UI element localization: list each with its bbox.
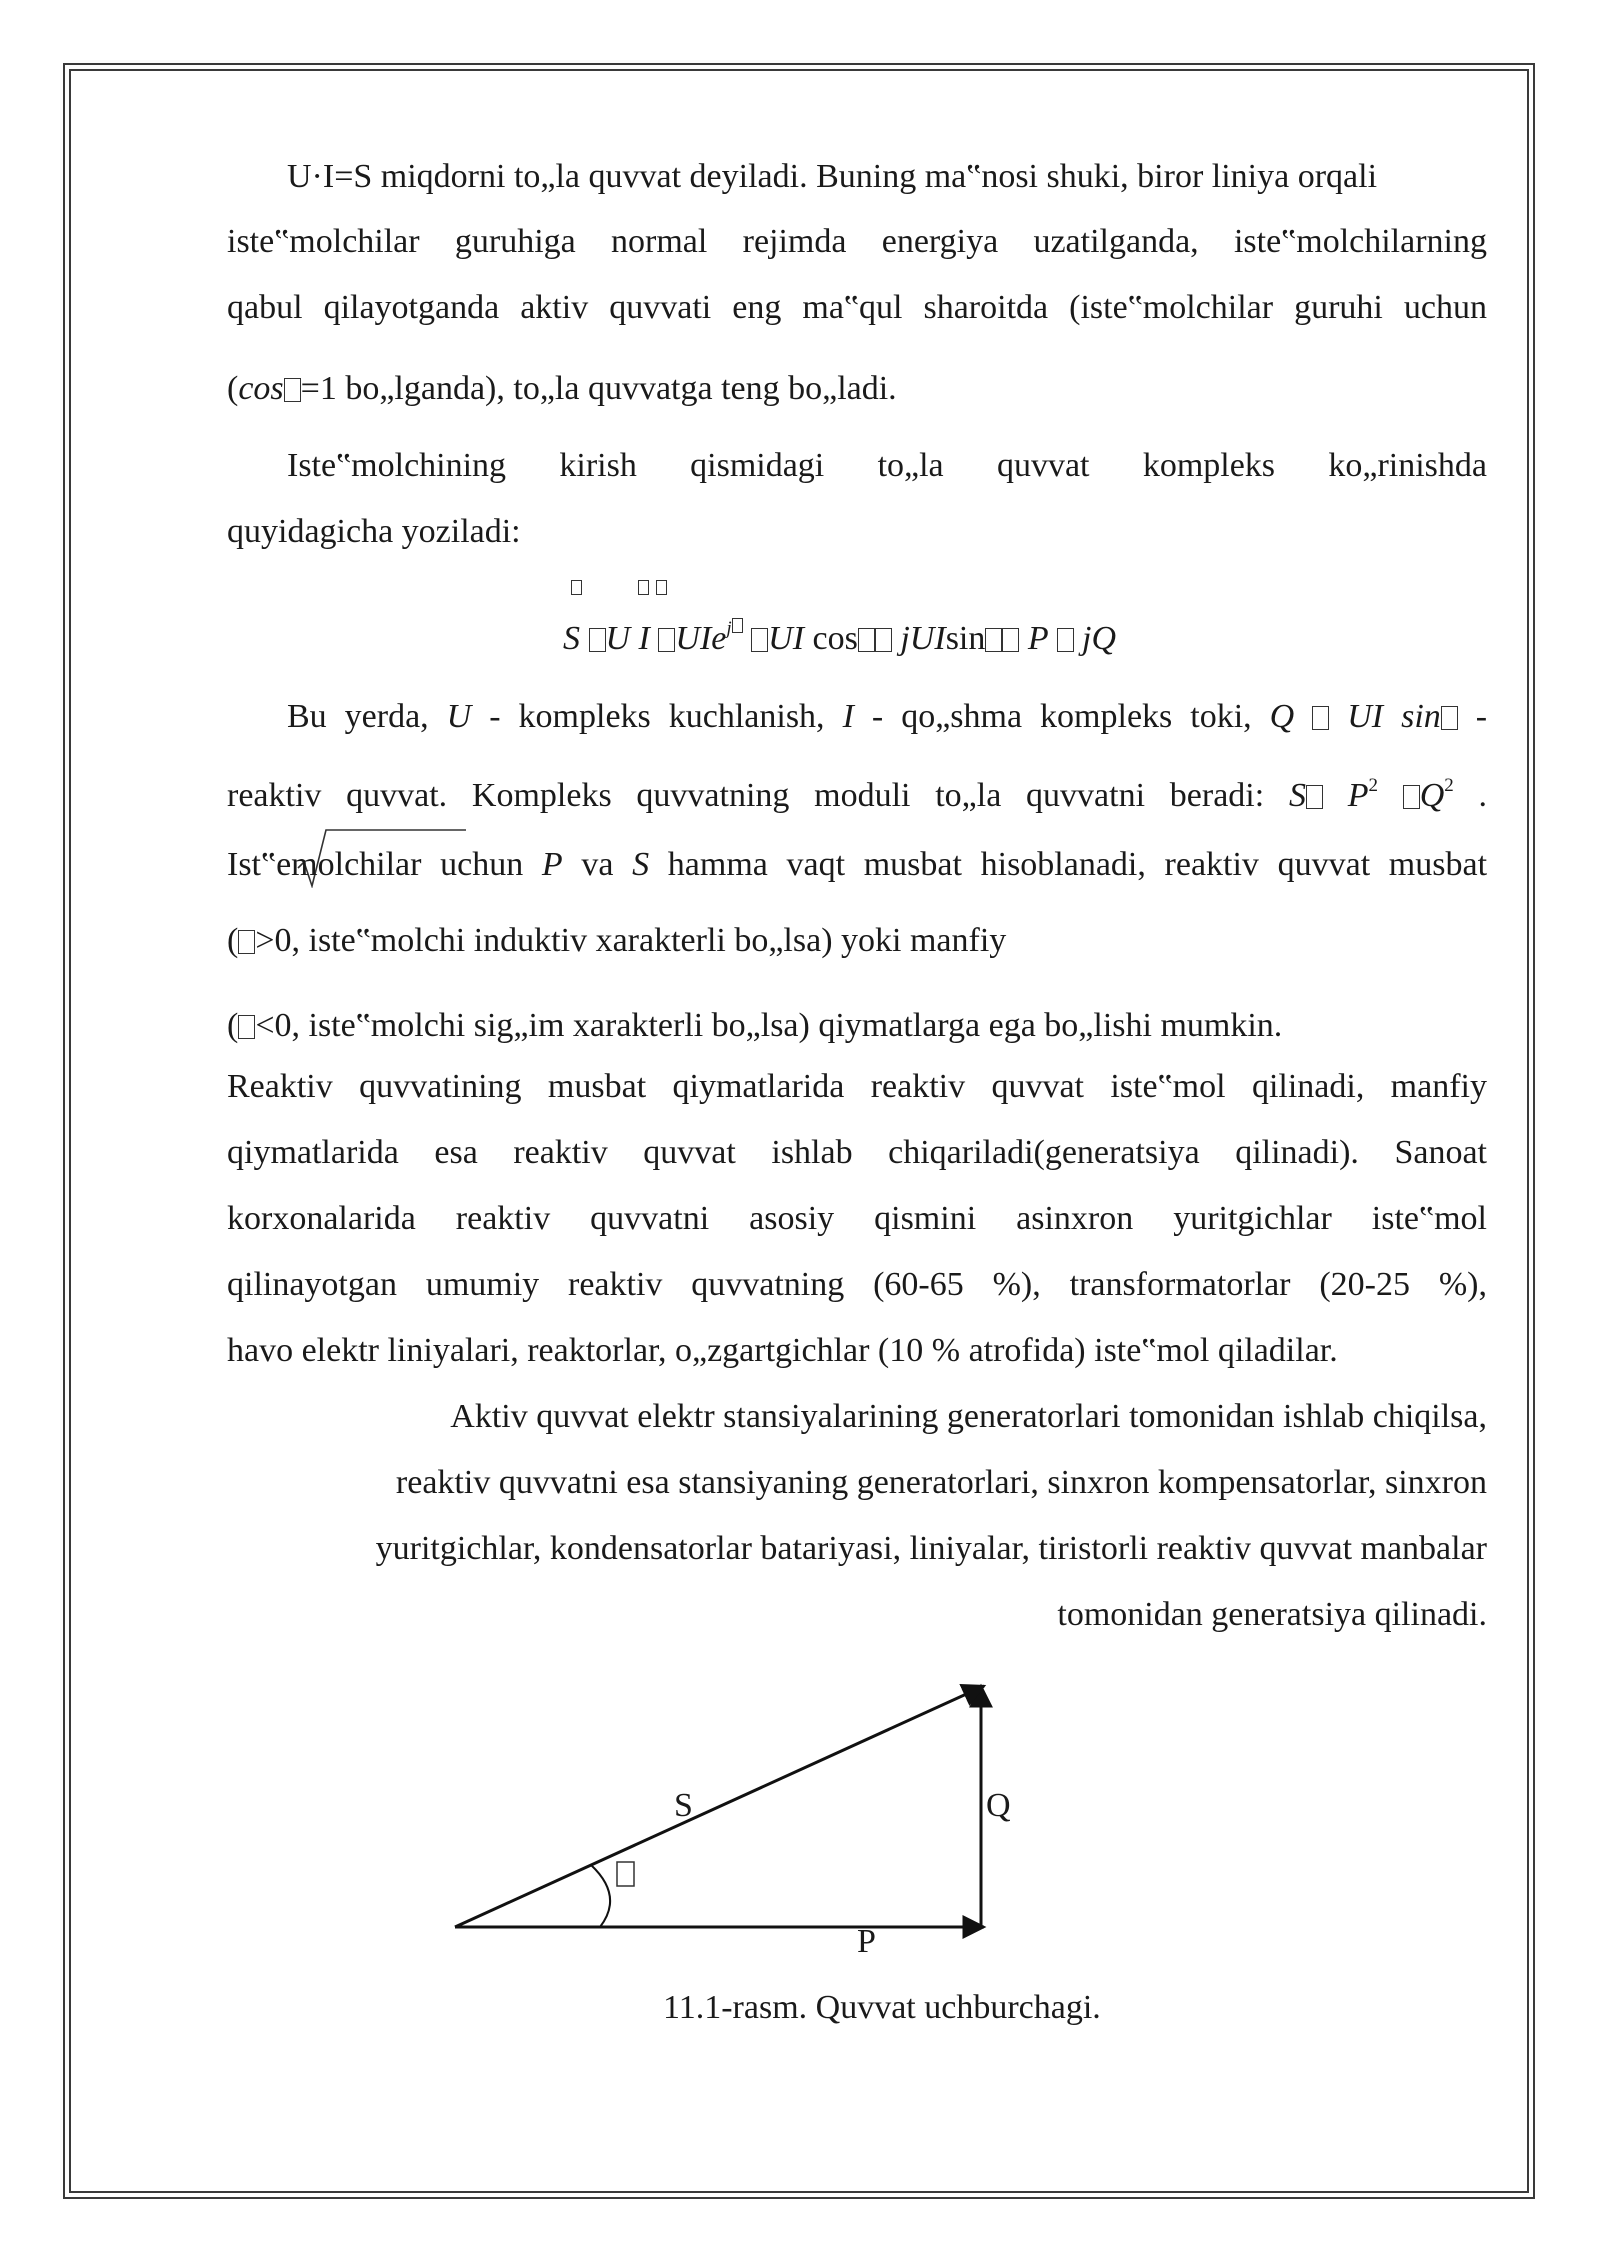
para3-line1: Bu yerda, U - kompleks kuchlanish, I - qo„shma kompleks toki, Q UI sin - (287, 698, 1488, 735)
para4-line2: qiymatlarida esa reaktiv quvvat ishlab chiqariladi(generatsiya qilinadi). Sanoat (227, 1134, 1487, 1171)
para1-line4: (cos =1 bo„lganda), to„la quvvatga teng bo„ladi. (227, 370, 897, 407)
phi-glyph (617, 1862, 634, 1886)
figure-caption: 11.1-rasm. Quvvat uchburchagi. (663, 1989, 1101, 2026)
label-p: P (857, 1923, 876, 1960)
vector-s (455, 1686, 984, 1927)
label-s: S (674, 1787, 693, 1824)
para4-line5: havo elektr liniyalari, reaktorlar, o„zgartgichlar (10 % atrofida) iste‟mol qiladilar. (227, 1332, 1338, 1369)
complex-power-formula: S U I UIe$^j$ UI cos jUIsin P jQ (563, 618, 1117, 657)
angle-arc (591, 1865, 610, 1927)
para3-line3: Ist‟emolchilar uchun P va S hamma vaqt musbat hisoblanadi, reaktiv quvvat musbat (227, 846, 1488, 883)
para1-line1: U·I=S miqdorni to„la quvvat deyiladi. Buning ma‟nosi shuki, biror liniya orqali (287, 158, 1378, 195)
para3-line5: ( <0, iste‟molchi sig„im xarakterli bo„lsa) qiymatlarga ega bo„lishi mumkin. (227, 1007, 1283, 1044)
para4-line4: qilinayotgan umumiy reaktiv quvvatning (60-65 %), transformatorlar (20-25 %), (227, 1266, 1487, 1303)
para5-line4: tomonidan generatsiya qilinadi. (1057, 1596, 1487, 1633)
para1-line3: qabul qilayotganda aktiv quvvati eng ma‟qul sharoitda (iste‟molchilar guruhi uchun (227, 289, 1487, 326)
para4-line1: Reaktiv quvvatining musbat qiymatlarida reaktiv quvvat iste‟mol qilinadi, manfiy (227, 1068, 1487, 1105)
para5-line3: yuritgichlar, kondensatorlar batariyasi, liniyalar, tiristorli reaktiv quvvat manbalar (375, 1530, 1487, 1567)
para2-line2: quyidagicha yoziladi: (227, 513, 521, 550)
para2-line1: Iste‟molchining kirish qismidagi to„la quvvat kompleks ko„rinishda (287, 447, 1487, 484)
label-q: Q (986, 1787, 1011, 1824)
para3-line4: ( >0, iste‟molchi induktiv xarakterli bo„lsa) yoki manfiy (227, 922, 1007, 959)
para3-line2: reaktiv quvvat. Kompleks quvvatning moduli to„la quvvatni beradi: S $P^2$ $Q^2$ . (227, 775, 1488, 814)
para5-line2: reaktiv quvvatni esa stansiyaning generatorlari, sinxron kompensatorlar, sinxron (395, 1464, 1487, 1501)
para5-line1: Aktiv quvvat elektr stansiyalarining generatorlari tomonidan ishlab chiqilsa, (450, 1398, 1487, 1435)
para4-line3: korxonalarida reaktiv quvvatni asosiy qismini asinxron yuritgichlar iste‟mol (227, 1200, 1487, 1237)
para1-line2: iste‟molchilar guruhiga normal rejimda energiya uzatilganda, iste‟molchilarning (227, 223, 1487, 260)
